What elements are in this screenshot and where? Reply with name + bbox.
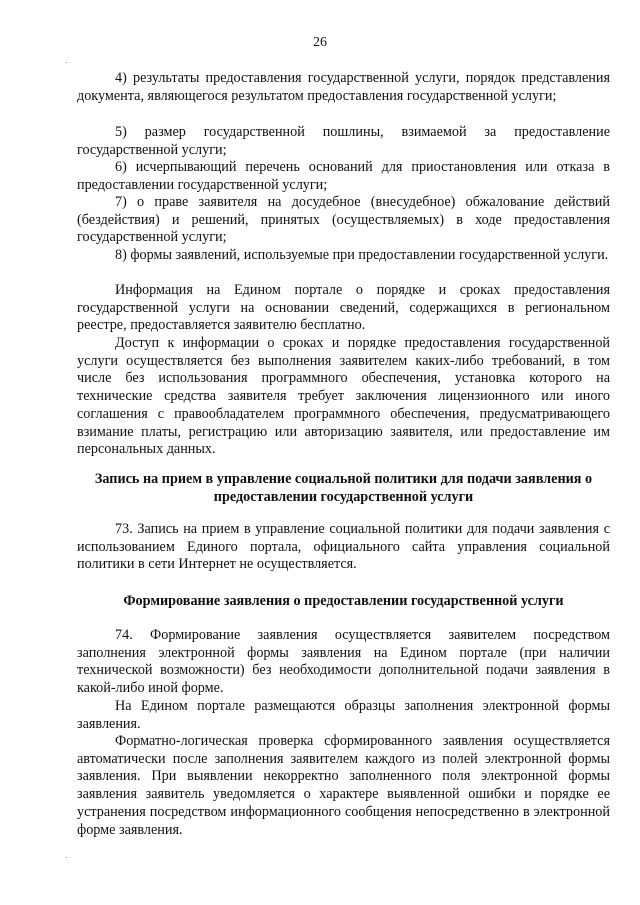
page-number: 26 — [313, 35, 327, 50]
paragraph-access: Доступ к информации о сроках и порядке предоставления государственной услуги осуществляется без выполнения заявителем каких-либо требований, в том числе без использования программного обеспечения, установка которого на технические средства заявителя требует заключения лицензионного или иного соглашения с правообладателем программного обеспечения, предусматривающего взимание платы, регистрацию или авторизацию заявителя, или предоставление им персональных данных. — [77, 335, 610, 458]
list-item-6: 6) исчерпывающий перечень оснований для приостановления или отказа в предоставлении государственной услуги; — [77, 159, 610, 193]
paragraph-73: 73. Запись на прием в управление социальной политики для подачи заявления с использованием Единого портала, официального сайта управления социальной политики в сети Интернет не осуществляется. — [77, 521, 610, 573]
list-item-7: 7) о праве заявителя на досудебное (внесудебное) обжалование действий (бездействия) и решений, принятых (осуществляемых) в ходе предоставления государственной услуги; — [77, 194, 610, 246]
list-item-8: 8) формы заявлений, используемые при предоставлении государственной услуги. — [115, 247, 609, 263]
heading-appointment: Запись на прием в управление социальной политики для подачи заявления о предоставлении государственной услуги — [94, 471, 593, 505]
paragraph-info-free: Информация на Едином портале о порядке и сроках предоставления государственной услуги на основании сведений, содержащихся в региональном реестре, предоставляется заявителю бесплатно. — [77, 282, 610, 334]
list-item-4: 4) результаты предоставления государственной услуги, порядок представления документа, являющегося результатом предоставления государственной услуги; — [77, 70, 610, 104]
paragraph-74: 74. Формирование заявления осуществляется заявителем посредством заполнения электронной формы заявления на Едином портале (при наличии технической возможности) без необходимости дополнительной подачи заявления в какой-либо иной форме. — [77, 627, 610, 697]
list-item-5: 5) размер государственной пошлины, взимаемой за предоставление государственной услуги; — [77, 124, 610, 158]
scan-speck — [66, 857, 67, 858]
scan-speck — [66, 62, 67, 63]
paragraph-samples: На Едином портале размещаются образцы заполнения электронной формы заявления. — [77, 698, 610, 732]
heading-forming: Формирование заявления о предоставлении государственной услуги — [123, 593, 564, 609]
paragraph-check: Форматно-логическая проверка сформированного заявления осуществляется автоматически после заполнения заявителем каждого из полей электронной формы заявления. При выявлении некорректно заполненного поля электронной формы заявления заявитель уведомляется о характере выявленной ошибки и порядке ее устранения посредством информационного сообщения непосредственно в электронной форме заявления. — [77, 733, 610, 838]
